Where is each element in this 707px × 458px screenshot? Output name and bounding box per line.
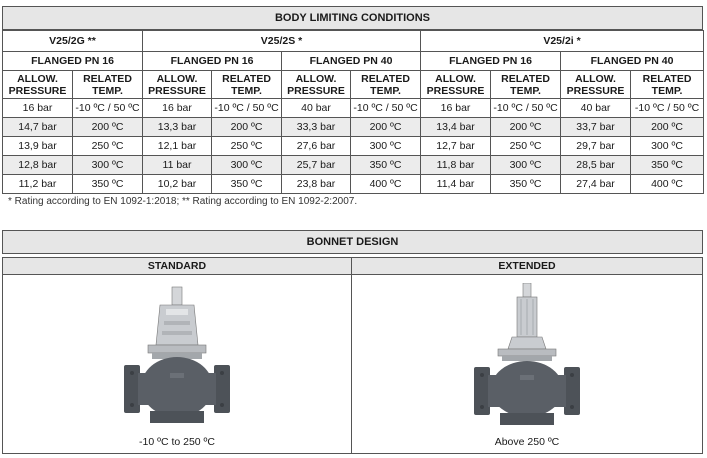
col-allow-pressure: ALLOW. PRESSURE: [282, 71, 351, 99]
col-related-temp: RELATED TEMP.: [631, 71, 704, 99]
temperature-cell: 300 ºC: [212, 156, 282, 175]
temperature-cell: 350 ºC: [351, 156, 421, 175]
pressure-cell: 23,8 bar: [282, 175, 351, 194]
flange-row: [3, 52, 704, 71]
temperature-cell: 250 ºC: [212, 137, 282, 156]
flange-header: FLANGED PN 40: [561, 52, 704, 71]
flange-header: FLANGED PN 16: [143, 52, 282, 71]
pressure-cell: 25,7 bar: [282, 156, 351, 175]
temperature-cell: 400 ºC: [631, 175, 704, 194]
flange-header: FLANGED PN 16: [3, 52, 143, 71]
table-row: [3, 175, 704, 194]
table-row: [3, 156, 704, 175]
col-allow-pressure: ALLOW. PRESSURE: [561, 71, 631, 99]
extended-bonnet-caption: Above 250 ºC: [494, 436, 560, 448]
temperature-cell: 250 ºC: [73, 137, 143, 156]
temperature-cell: -10 ºC / 50 ºC: [491, 99, 561, 118]
table-row: [3, 99, 704, 118]
col-allow-pressure: ALLOW. PRESSURE: [3, 71, 73, 99]
group-header-v25-2i: V25/2i *: [421, 31, 704, 52]
pressure-cell: 11,8 bar: [421, 156, 491, 175]
limits-table: [2, 30, 704, 194]
extended-bonnet-panel: [351, 274, 703, 454]
temperature-cell: -10 ºC / 50 ºC: [73, 99, 143, 118]
pressure-cell: 12,1 bar: [143, 137, 212, 156]
temperature-cell: 350 ºC: [212, 175, 282, 194]
temperature-cell: -10 ºC / 50 ºC: [351, 99, 421, 118]
pressure-cell: 11,2 bar: [3, 175, 73, 194]
bonnet-design-title: BONNET DESIGN: [2, 230, 703, 254]
body-limiting-conditions-title: BODY LIMITING CONDITIONS: [2, 6, 703, 30]
temperature-cell: 300 ºC: [351, 137, 421, 156]
pressure-cell: 29,7 bar: [561, 137, 631, 156]
pressure-cell: 12,7 bar: [421, 137, 491, 156]
col-related-temp: RELATED TEMP.: [351, 71, 421, 99]
group-header-v25-2g: V25/2G **: [3, 31, 143, 52]
standard-bonnet-caption: -10 ºC to 250 ºC: [139, 436, 215, 448]
pressure-cell: 27,4 bar: [561, 175, 631, 194]
flange-header: FLANGED PN 16: [421, 52, 561, 71]
temperature-cell: 350 ºC: [73, 175, 143, 194]
table-row: [3, 137, 704, 156]
temperature-cell: -10 ºC / 50 ºC: [212, 99, 282, 118]
pressure-cell: 13,4 bar: [421, 118, 491, 137]
flange-header: FLANGED PN 40: [282, 52, 421, 71]
rating-footnote: * Rating according to EN 1092-1:2018; ** Rating according to EN 1092-2:2007.: [8, 196, 358, 207]
limits-table-body: [3, 99, 704, 194]
pressure-cell: 16 bar: [143, 99, 212, 118]
col-related-temp: RELATED TEMP.: [73, 71, 143, 99]
pressure-cell: 16 bar: [3, 99, 73, 118]
pressure-cell: 11,4 bar: [421, 175, 491, 194]
col-allow-pressure: ALLOW. PRESSURE: [143, 71, 212, 99]
model-group-row: [3, 31, 704, 52]
pressure-cell: 10,2 bar: [143, 175, 212, 194]
temperature-cell: -10 ºC / 50 ºC: [631, 99, 704, 118]
pressure-cell: 40 bar: [282, 99, 351, 118]
pressure-cell: 40 bar: [561, 99, 631, 118]
temperature-cell: 400 ºC: [351, 175, 421, 194]
column-header-row: [3, 71, 704, 99]
standard-bonnet-valve-image: [122, 283, 232, 428]
temperature-cell: 300 ºC: [491, 156, 561, 175]
temperature-cell: 350 ºC: [491, 175, 561, 194]
standard-bonnet-panel: [2, 274, 352, 454]
table-row: [3, 118, 704, 137]
temperature-cell: 200 ºC: [491, 118, 561, 137]
temperature-cell: 200 ºC: [351, 118, 421, 137]
temperature-cell: 200 ºC: [631, 118, 704, 137]
temperature-cell: 200 ºC: [73, 118, 143, 137]
group-header-v25-2s: V25/2S *: [143, 31, 421, 52]
pressure-cell: 27,6 bar: [282, 137, 351, 156]
pressure-cell: 33,7 bar: [561, 118, 631, 137]
temperature-cell: 300 ºC: [73, 156, 143, 175]
standard-bonnet-header: STANDARD: [2, 257, 352, 275]
extended-bonnet-header: EXTENDED: [351, 257, 703, 275]
pressure-cell: 16 bar: [421, 99, 491, 118]
pressure-cell: 28,5 bar: [561, 156, 631, 175]
pressure-cell: 14,7 bar: [3, 118, 73, 137]
pressure-cell: 13,3 bar: [143, 118, 212, 137]
pressure-cell: 13,9 bar: [3, 137, 73, 156]
temperature-cell: 300 ºC: [631, 137, 704, 156]
col-related-temp: RELATED TEMP.: [491, 71, 561, 99]
pressure-cell: 33,3 bar: [282, 118, 351, 137]
temperature-cell: 350 ºC: [631, 156, 704, 175]
extended-bonnet-valve-image: [472, 283, 582, 428]
temperature-cell: 200 ºC: [212, 118, 282, 137]
pressure-cell: 12,8 bar: [3, 156, 73, 175]
col-allow-pressure: ALLOW. PRESSURE: [421, 71, 491, 99]
temperature-cell: 250 ºC: [491, 137, 561, 156]
col-related-temp: RELATED TEMP.: [212, 71, 282, 99]
pressure-cell: 11 bar: [143, 156, 212, 175]
